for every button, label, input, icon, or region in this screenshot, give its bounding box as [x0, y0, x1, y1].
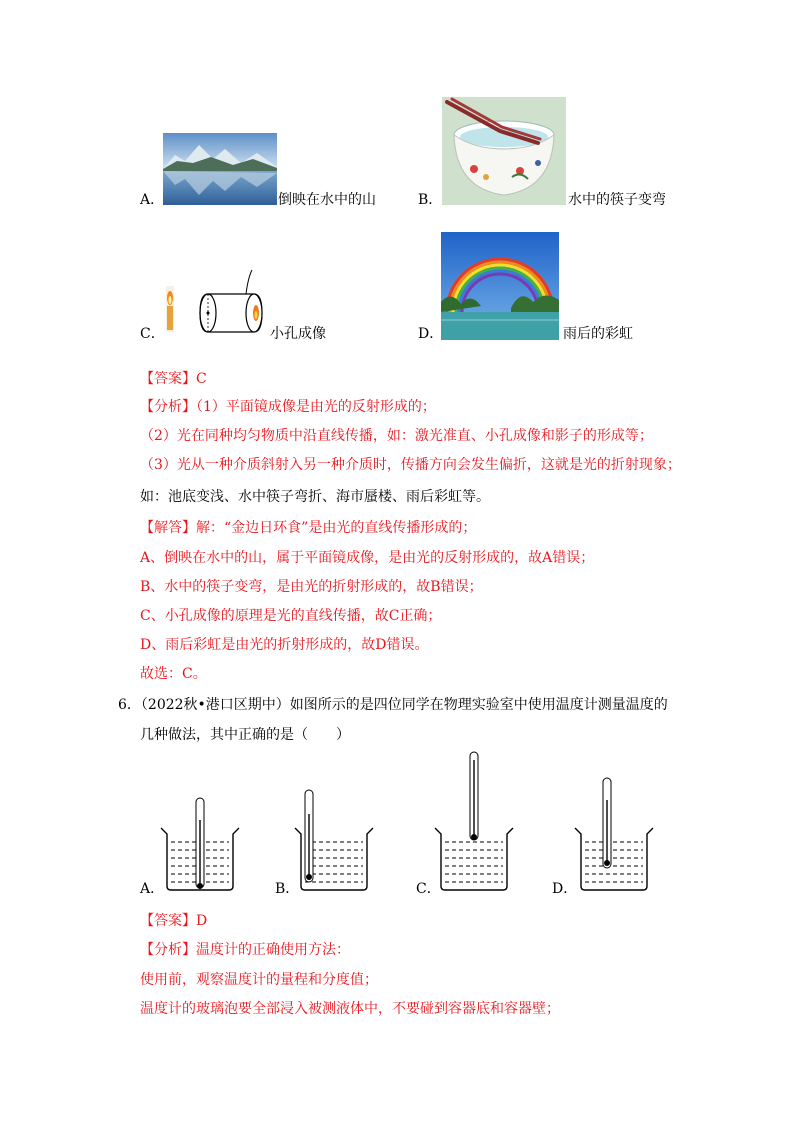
- option-b: B．: [275, 881, 300, 897]
- question-stem-cont: 几种做法，其中正确的是（ ）: [140, 727, 350, 743]
- analysis-line: 使用前，观察温度计的量程和分度值；: [140, 972, 378, 988]
- analysis-line: 如：池底变浅、水中筷子弯折、海市蜃楼、雨后彩虹等。: [140, 489, 490, 505]
- thermometer-beakers-figure: [135, 750, 655, 900]
- answer-line: [140, 911, 207, 931]
- answer-label: 【答案】: [140, 371, 196, 387]
- solution-label: 【解答】: [140, 520, 196, 536]
- chopstick-bowl-image: [442, 97, 566, 205]
- analysis-line: 温度计的玻璃泡要全部浸入被测液体中，不要碰到容器底和容器壁；: [140, 1001, 560, 1017]
- solution-line: D、雨后彩虹是由光的折射形成的，故D错误。: [140, 637, 429, 653]
- option-a-caption: 倒映在水中的山: [278, 192, 376, 208]
- analysis-label: 【分析】: [140, 399, 196, 415]
- option-letter: B．: [418, 192, 443, 208]
- beaker-d: [575, 778, 653, 890]
- option-d: [418, 324, 443, 344]
- solution-line: 故选：C。: [140, 666, 207, 682]
- analysis-line: （3）光从一种介质斜射入另一种介质时，传播方向会发生偏折，这就是光的折射现象；: [140, 457, 681, 473]
- solution-line: B、水中的筷子变弯，是由光的折射形成的，故B错误；: [140, 579, 483, 595]
- question-text: （2022秋•港口区期中）如图所示的是四位同学在物理实验室中使用温度计测量温度的: [140, 697, 668, 713]
- solution-text: 解：“金边日环食”是由光的直线传播形成的；: [196, 520, 477, 536]
- rainbow-image: [441, 232, 559, 340]
- mountain-reflection-image: [163, 133, 277, 205]
- option-letter: D．: [418, 326, 444, 342]
- solution-line: C、小孔成像的原理是光的直线传播，故C正确；: [140, 608, 442, 624]
- question-number: 6．: [118, 697, 141, 713]
- option-d-caption: 雨后的彩虹: [563, 326, 633, 342]
- option-a: A．: [140, 881, 165, 897]
- question-stem: [118, 695, 668, 715]
- solution-line: [140, 518, 476, 538]
- beaker-a: [161, 798, 239, 890]
- option-c-caption: 小孔成像: [270, 326, 326, 342]
- option-b: [418, 190, 442, 210]
- option-letter: C．: [140, 326, 165, 342]
- beaker-c: [435, 752, 513, 890]
- answer-line: [140, 369, 207, 389]
- solution-line: A、倒映在水中的山，属于平面镜成像，是由光的反射形成的，故A错误；: [140, 550, 595, 566]
- option-b-caption: 水中的筷子变弯: [568, 192, 666, 208]
- option-letter: A．: [140, 192, 165, 208]
- beaker-b: [295, 790, 373, 890]
- analysis-line: （2）光在同种均匀物质中沿直线传播，如：激光准直、小孔成像和影子的形成等；: [140, 428, 653, 444]
- option-a: [140, 190, 164, 210]
- analysis-line: [140, 940, 350, 960]
- option-c: [140, 324, 165, 344]
- option-d: D．: [552, 881, 578, 897]
- answer-value: D: [196, 913, 208, 929]
- analysis-text: （1）平面镜成像是由光的反射形成的；: [196, 399, 436, 415]
- analysis-label: 【分析】: [140, 942, 196, 958]
- pinhole-camera-image: [160, 266, 270, 346]
- analysis-text: 温度计的正确使用方法：: [196, 942, 350, 958]
- option-c: C．: [416, 881, 441, 897]
- analysis-line: [140, 397, 436, 417]
- answer-value: C: [196, 371, 207, 387]
- answer-label: 【答案】: [140, 913, 196, 929]
